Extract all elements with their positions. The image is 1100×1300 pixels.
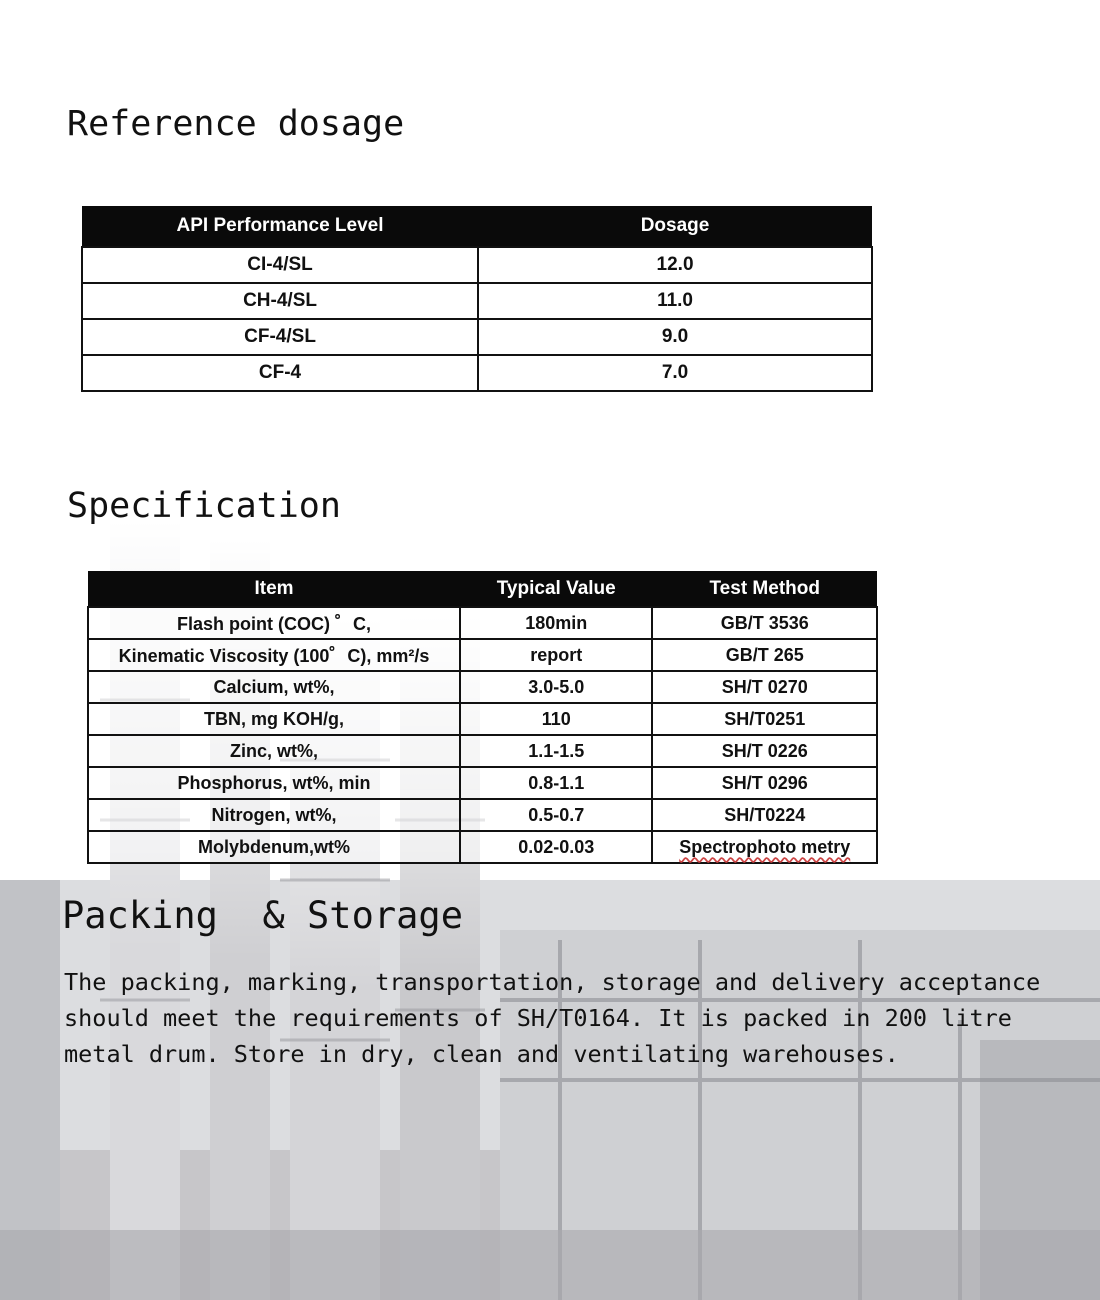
spellcheck-underlined-text: Spectrophoto metry: [679, 836, 851, 857]
packing-storage-title: Packing & Storage: [62, 894, 463, 937]
item-cell: Zinc, wt%,: [88, 735, 460, 767]
item-cell: Phosphorus, wt%, min: [88, 767, 460, 799]
header-api-level: API Performance Level: [82, 206, 478, 247]
method-cell: [652, 831, 877, 863]
api-level-cell: CF-4/SL: [82, 319, 478, 355]
value-cell: 0.8-1.1: [460, 767, 652, 799]
method-cell: SH/T 0226: [652, 735, 877, 767]
value-cell: 0.5-0.7: [460, 799, 652, 831]
table-row: [88, 767, 877, 799]
table-row: [82, 355, 872, 391]
method-cell: GB/T 3536: [652, 607, 877, 639]
item-cell: Flash point (COC) ゜C,: [88, 607, 460, 639]
dosage-cell: 7.0: [478, 355, 872, 391]
header-test-method: Test Method: [652, 571, 877, 607]
value-cell: 1.1-1.5: [460, 735, 652, 767]
dosage-cell: 9.0: [478, 319, 872, 355]
table-row: [82, 247, 872, 283]
method-cell: SH/T 0296: [652, 767, 877, 799]
api-level-cell: CH-4/SL: [82, 283, 478, 319]
reference-dosage-table: [81, 206, 873, 392]
method-cell: SH/T 0270: [652, 671, 877, 703]
value-cell: 3.0-5.0: [460, 671, 652, 703]
item-cell: Nitrogen, wt%,: [88, 799, 460, 831]
item-cell: Molybdenum,wt%: [88, 831, 460, 863]
value-cell: 180min: [460, 607, 652, 639]
table-row: [82, 283, 872, 319]
item-cell: Kinematic Viscosity (100゜C), mm²/s: [88, 639, 460, 671]
table-row: [88, 831, 877, 863]
item-cell: TBN, mg KOH/g,: [88, 703, 460, 735]
table-row: [88, 799, 877, 831]
value-cell: 0.02-0.03: [460, 831, 652, 863]
api-level-cell: CI-4/SL: [82, 247, 478, 283]
value-cell: 110: [460, 703, 652, 735]
specification-title: Specification: [67, 486, 341, 526]
table-row: [88, 639, 877, 671]
table-row: [88, 671, 877, 703]
header-item: Item: [88, 571, 460, 607]
api-level-cell: CF-4: [82, 355, 478, 391]
table-row: [82, 319, 872, 355]
value-cell: report: [460, 639, 652, 671]
dosage-cell: 12.0: [478, 247, 872, 283]
header-typical-value: Typical Value: [460, 571, 652, 607]
table-row: [88, 735, 877, 767]
dosage-cell: 11.0: [478, 283, 872, 319]
packing-storage-text: The packing, marking, transportation, storage and delivery acceptance should meet the requirements of SH/T0164. It is packed in 200 litre metal drum. Store in dry, clean and ventilating warehouses.: [64, 968, 1041, 1068]
method-cell: SH/T0224: [652, 799, 877, 831]
header-dosage: Dosage: [478, 206, 872, 247]
specification-table: [87, 571, 878, 864]
method-cell: GB/T 265: [652, 639, 877, 671]
table-header-row: [82, 206, 872, 247]
method-cell: SH/T0251: [652, 703, 877, 735]
table-header-row: [88, 571, 877, 607]
table-row: [88, 703, 877, 735]
reference-dosage-title: Reference dosage: [67, 104, 405, 144]
table-row: [88, 607, 877, 639]
item-cell: Calcium, wt%,: [88, 671, 460, 703]
